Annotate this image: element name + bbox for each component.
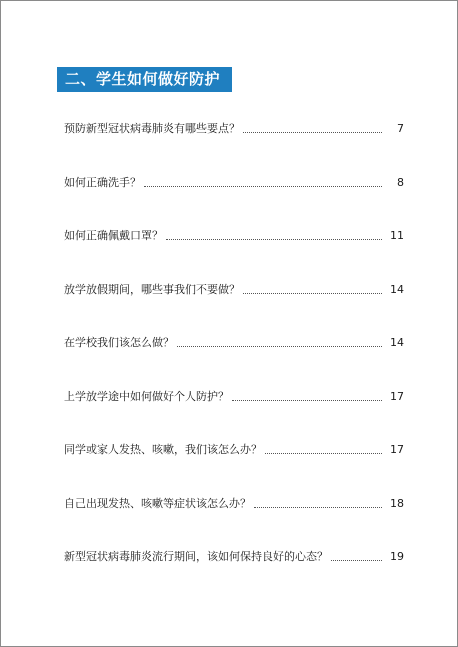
toc-page-number: 8 <box>397 175 404 189</box>
toc-page-number: 19 <box>390 550 404 563</box>
toc-page-number: 14 <box>390 336 404 349</box>
toc-leader-dots <box>232 389 382 401</box>
toc-leader-dots <box>331 549 382 561</box>
toc-leader-dots <box>254 496 382 508</box>
toc-page-number: 18 <box>390 496 404 510</box>
toc-entry[interactable] <box>64 335 404 389</box>
toc-entry[interactable] <box>64 228 404 282</box>
toc-leader-dots <box>243 121 382 133</box>
toc-entry[interactable] <box>64 549 404 603</box>
toc-entry-text: 如何正确佩戴口罩？ <box>64 229 163 242</box>
toc-entry[interactable] <box>64 121 404 175</box>
toc-entry-text: 自己出现发热、咳嗽等症状该怎么办？ <box>64 496 251 510</box>
section-title: 二、学生如何做好防护 <box>57 67 232 92</box>
toc-leader-dots <box>144 175 382 187</box>
toc-entry-text: 如何正确洗手？ <box>64 175 141 189</box>
toc-entry-text: 新型冠状病毒肺炎流行期间，该如何保持良好的心态？ <box>64 550 328 563</box>
toc-leader-dots <box>243 282 382 294</box>
table-of-contents <box>64 121 404 603</box>
toc-entry-text: 预防新型冠状病毒肺炎有哪些要点？ <box>64 122 240 135</box>
toc-entry[interactable] <box>64 496 404 550</box>
toc-entry-text: 上学放学途中如何做好个人防护？ <box>64 389 229 403</box>
toc-leader-dots <box>166 228 382 240</box>
toc-page-number: 7 <box>397 122 404 135</box>
toc-entry[interactable] <box>64 175 404 229</box>
toc-entry[interactable] <box>64 389 404 443</box>
toc-leader-dots <box>265 442 382 454</box>
toc-leader-dots <box>177 335 382 347</box>
toc-page-number: 17 <box>390 443 404 456</box>
toc-entry[interactable] <box>64 282 404 336</box>
toc-page-number: 14 <box>390 282 404 296</box>
toc-entry[interactable] <box>64 442 404 496</box>
toc-entry-text: 同学或家人发热、咳嗽，我们该怎么办？ <box>64 443 262 456</box>
toc-page-number: 17 <box>390 389 404 403</box>
toc-entry-text: 在学校我们该怎么做？ <box>64 336 174 349</box>
toc-entry-text: 放学放假期间，哪些事我们不要做？ <box>64 282 240 296</box>
toc-page-number: 11 <box>390 229 404 242</box>
